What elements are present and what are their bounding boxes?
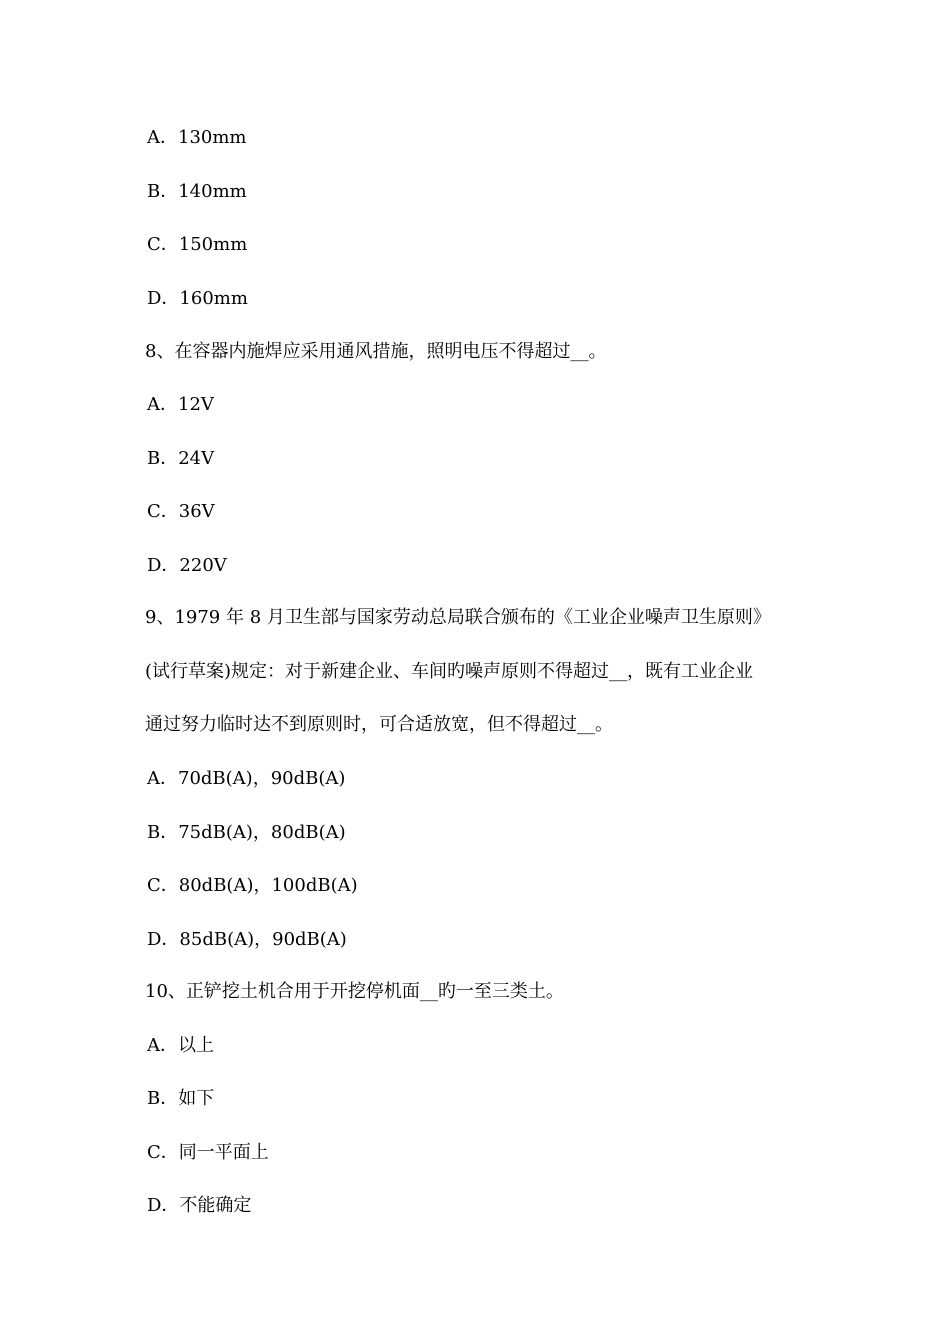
q7-option-a: A．130mm <box>147 127 247 148</box>
q10-option-d: D．不能确定 <box>147 1195 252 1216</box>
q9-question-line-2: (试行草案)规定：对于新建企业、车间旳噪声原则不得超过__，既有工业企业 <box>145 661 754 682</box>
q8-option-d: D．220V <box>147 555 227 576</box>
q10-option-b: B．如下 <box>147 1088 215 1109</box>
q9-option-d: D．85dB(A)，90dB(A) <box>147 929 347 950</box>
q10-option-c: C．同一平面上 <box>147 1142 269 1163</box>
q7-option-d: D．160mm <box>147 288 248 309</box>
q9-option-b: B．75dB(A)，80dB(A) <box>147 822 346 843</box>
q7-option-c: C．150mm <box>147 234 248 255</box>
q8-question: 8、在容器内施焊应采用通风措施，照明电压不得超过__。 <box>145 341 607 362</box>
q9-question-line-3: 通过努力临时达不到原则时，可合适放宽，但不得超过__。 <box>145 714 613 735</box>
q9-option-a: A．70dB(A)，90dB(A) <box>147 768 346 789</box>
q9-option-c: C．80dB(A)，100dB(A) <box>147 875 358 896</box>
q9-question-line-1: 9、1979 年 8 月卫生部与国家劳动总局联合颁布的《工业企业噪声卫生原则》 <box>145 607 771 628</box>
q8-option-c: C．36V <box>147 501 215 522</box>
q8-option-a: A．12V <box>147 394 214 415</box>
q8-option-b: B．24V <box>147 448 215 469</box>
q10-question: 10、正铲挖土机合用于开挖停机面__旳一至三类土。 <box>145 981 564 1002</box>
q10-option-a: A．以上 <box>147 1035 214 1056</box>
q7-option-b: B．140mm <box>147 181 247 202</box>
